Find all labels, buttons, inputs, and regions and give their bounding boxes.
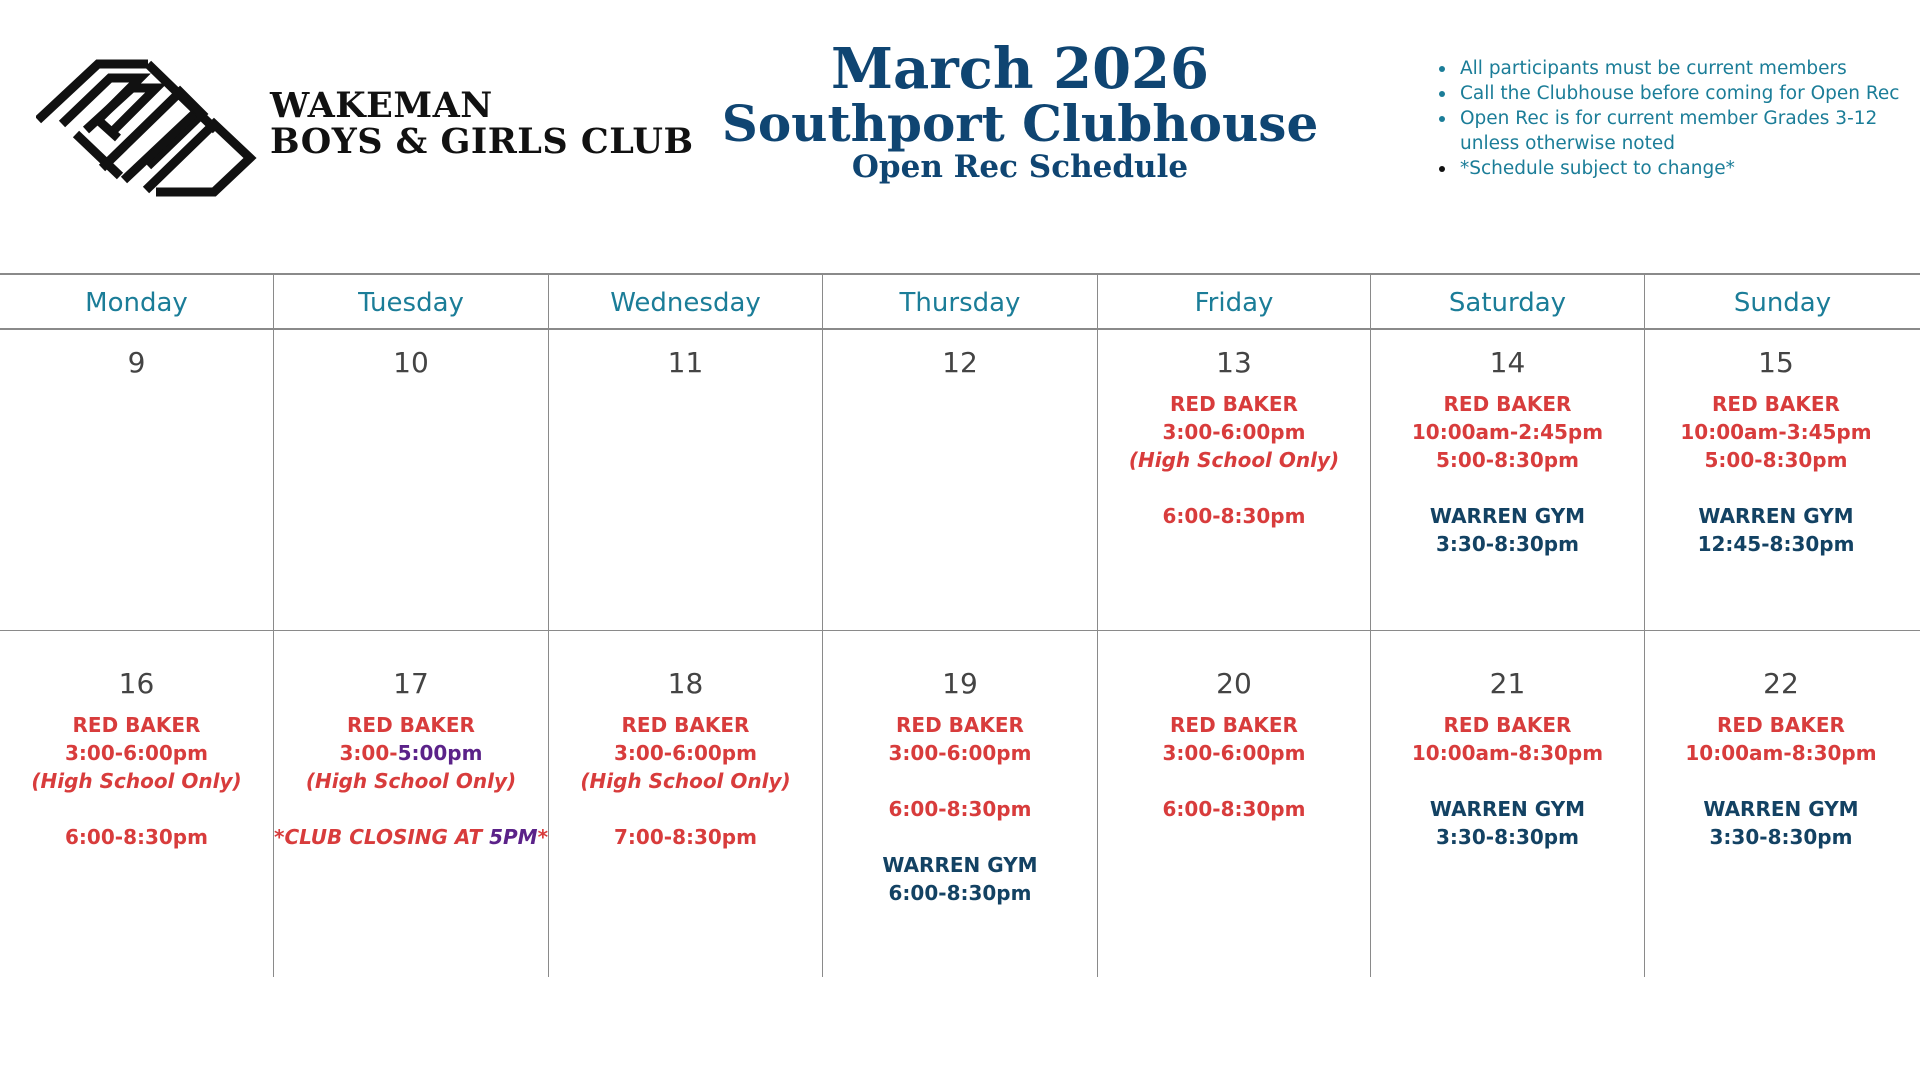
- time-slot: 3:00-6:00pm: [65, 741, 208, 765]
- dayname-sunday: Sunday: [1733, 288, 1832, 318]
- day-cell-9: [0, 346, 273, 390]
- date-number: 19: [942, 667, 978, 700]
- day-cell-17: [274, 667, 548, 851]
- time-slot: 10:00am-2:45pm: [1411, 420, 1604, 444]
- time-slot-end: 5:00pm: [397, 741, 483, 765]
- time-slot: 10:00am-8:30pm: [1411, 741, 1604, 765]
- location-label: WARREN GYM: [1698, 504, 1854, 528]
- note-item: Open Rec is for current member Grades 3-12 unless otherwise noted: [1460, 106, 1920, 156]
- time-slot: 3:30-8:30pm: [1436, 825, 1579, 849]
- time-slot: 3:30-8:30pm: [1436, 532, 1579, 556]
- time-slot: 6:00-8:30pm: [1162, 797, 1306, 821]
- date-number: 10: [393, 346, 429, 379]
- location-label: RED BAKER: [1712, 392, 1840, 416]
- restriction-note: (High School Only): [580, 769, 791, 793]
- day-cell-15: [1645, 346, 1907, 558]
- location-label: RED BAKER: [72, 713, 201, 737]
- dayname-thursday: Thursday: [899, 288, 1021, 318]
- grid-top-line: [0, 273, 1920, 275]
- date-number: 15: [1758, 346, 1794, 379]
- dayname-monday: Monday: [85, 288, 188, 318]
- title-month: March 2026: [831, 36, 1209, 102]
- date-number: 18: [667, 667, 704, 700]
- time-slot: 3:00-6:00pm: [888, 741, 1032, 765]
- date-number: 13: [1216, 346, 1252, 379]
- clasped-hands-logo-icon: [36, 58, 266, 198]
- date-number: 12: [942, 346, 978, 379]
- day-cell-10: [274, 346, 548, 390]
- time-slot: 6:00-8:30pm: [65, 825, 208, 849]
- location-label: RED BAKER: [621, 713, 750, 737]
- location-label: RED BAKER: [1717, 713, 1845, 737]
- note-item: *Schedule subject to change*: [1460, 156, 1920, 181]
- closing-notice-end: *: [537, 825, 549, 849]
- closing-notice-text: *CLUB CLOSING AT: [274, 825, 490, 849]
- day-cell-21: [1371, 667, 1644, 851]
- title-location: Southport Clubhouse: [721, 94, 1319, 153]
- time-slot: 3:00-6:00pm: [614, 741, 757, 765]
- page-title: [700, 36, 1340, 185]
- day-cell-11: [549, 346, 822, 390]
- club-logo: [36, 58, 694, 198]
- club-name-line1: WAKEMAN: [270, 85, 493, 126]
- date-number: 14: [1489, 346, 1526, 379]
- time-slot: 5:00-8:30pm: [1704, 448, 1848, 472]
- restriction-note: (High School Only): [1128, 448, 1340, 472]
- day-cell-18: [549, 667, 822, 851]
- time-slot: [274, 739, 548, 767]
- title-subtitle: Open Rec Schedule: [851, 149, 1189, 185]
- time-slot: 6:00-8:30pm: [888, 797, 1032, 821]
- location-label: RED BAKER: [1443, 713, 1572, 737]
- closing-notice: [274, 823, 548, 851]
- date-number: 16: [118, 667, 155, 700]
- day-cell-20: [1098, 667, 1370, 823]
- date-number: 20: [1216, 667, 1252, 700]
- location-label: WARREN GYM: [882, 853, 1038, 877]
- date-number: 11: [667, 346, 704, 379]
- time-slot: 3:00-6:00pm: [1162, 420, 1306, 444]
- location-label: RED BAKER: [1443, 392, 1572, 416]
- time-slot: 3:00-6:00pm: [1162, 741, 1306, 765]
- time-slot: 3:30-8:30pm: [1709, 825, 1853, 849]
- club-name: [270, 85, 694, 162]
- restriction-note: (High School Only): [31, 769, 242, 793]
- grid-week-divider: [0, 630, 1920, 631]
- restriction-note: (High School Only): [305, 769, 517, 793]
- dayname-saturday: Saturday: [1448, 288, 1567, 318]
- day-cell-13: [1098, 346, 1370, 530]
- club-name-line2: BOYS & GIRLS CLUB: [270, 121, 694, 162]
- time-slot: 6:00-8:30pm: [1162, 504, 1306, 528]
- note-item: All participants must be current members: [1460, 56, 1920, 81]
- time-slot: 12:45-8:30pm: [1697, 532, 1855, 556]
- location-label: WARREN GYM: [1429, 504, 1586, 528]
- dayname-friday: Friday: [1194, 288, 1274, 318]
- time-slot: 7:00-8:30pm: [614, 825, 757, 849]
- day-cell-19: [823, 667, 1097, 907]
- date-number: 17: [393, 667, 429, 700]
- day-cell-14: [1371, 346, 1644, 558]
- location-label: WARREN GYM: [1703, 797, 1859, 821]
- grid-header-line: [0, 328, 1920, 330]
- day-cell-22: [1645, 667, 1917, 851]
- day-cell-16: [0, 667, 273, 851]
- time-slot: 10:00am-8:30pm: [1685, 741, 1877, 765]
- location-label: RED BAKER: [347, 713, 475, 737]
- dayname-tuesday: Tuesday: [358, 288, 464, 318]
- notes-list: [1432, 56, 1920, 181]
- note-item: Call the Clubhouse before coming for Open Rec: [1460, 81, 1920, 106]
- time-slot-start: 3:00-: [339, 741, 398, 765]
- dayname-wednesday: Wednesday: [610, 288, 761, 318]
- location-label: WARREN GYM: [1429, 797, 1586, 821]
- date-number: 9: [127, 346, 146, 379]
- location-label: RED BAKER: [896, 713, 1024, 737]
- date-number: 22: [1763, 667, 1799, 700]
- location-label: RED BAKER: [1170, 713, 1298, 737]
- closing-notice-time: 5PM: [489, 825, 538, 849]
- location-label: RED BAKER: [1170, 392, 1298, 416]
- time-slot: 6:00-8:30pm: [888, 881, 1032, 905]
- time-slot: 5:00-8:30pm: [1436, 448, 1579, 472]
- time-slot: 10:00am-3:45pm: [1680, 420, 1872, 444]
- date-number: 21: [1489, 667, 1526, 700]
- day-cell-12: [823, 346, 1097, 390]
